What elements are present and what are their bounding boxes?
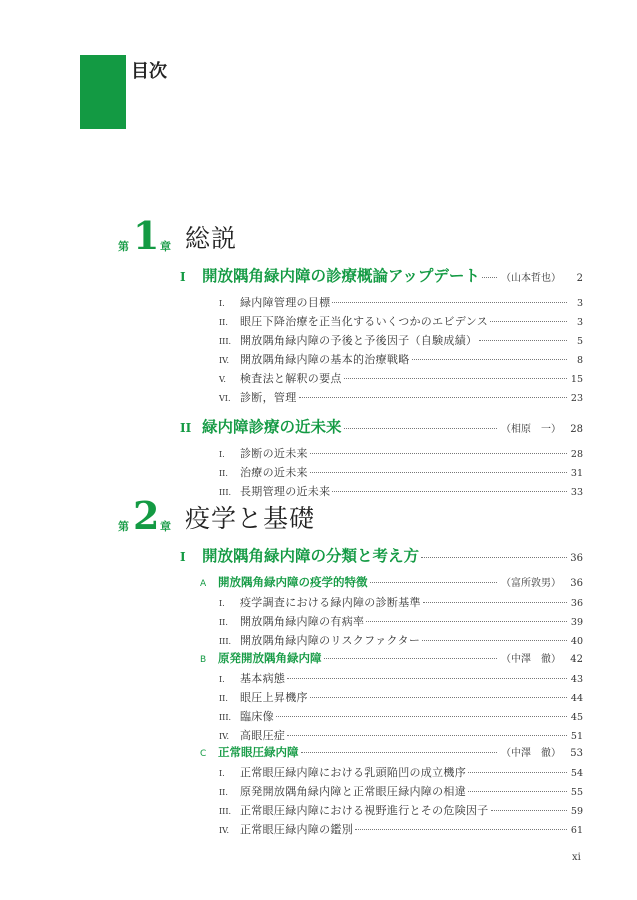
page-ref: 61 — [570, 825, 583, 836]
dot-leader — [370, 582, 498, 583]
entry-number: IV. — [219, 356, 230, 365]
entry-number: II. — [219, 318, 228, 327]
toc-subsection[interactable] — [200, 650, 583, 668]
page-ref: 55 — [570, 787, 583, 798]
page-ref: 3 — [576, 298, 583, 309]
chapter-title: 疫学と基礎 — [185, 504, 316, 533]
dot-leader — [479, 340, 567, 341]
dot-leader — [287, 735, 567, 736]
entry-title: 開放隅角緑内障のリスクファクター — [240, 634, 421, 647]
dot-leader — [324, 658, 498, 659]
chapter-number: 1 — [133, 213, 160, 258]
entry-number: I. — [219, 299, 225, 308]
dot-leader — [468, 772, 567, 773]
dot-leader — [490, 321, 567, 322]
dot-leader — [310, 697, 567, 698]
entry-title: 正常眼圧緑内障における乳頭陥凹の成立機序 — [240, 766, 466, 779]
author-name: （富所敦男） — [501, 578, 561, 589]
dot-leader — [344, 378, 567, 379]
entry-number: II. — [219, 694, 228, 703]
dot-leader — [491, 810, 567, 811]
entry-title: 原発開放隅角緑内障 — [218, 651, 322, 665]
dot-leader — [287, 678, 567, 679]
toc-item[interactable] — [219, 764, 583, 780]
entry-title: 正常眼圧緑内障の鑑別 — [240, 823, 353, 836]
dot-leader — [344, 428, 497, 429]
page-ref: 5 — [576, 336, 583, 347]
page-ref: 2 — [576, 273, 583, 284]
toc-item[interactable] — [219, 708, 583, 724]
entry-number: I — [180, 550, 186, 564]
entry-title: 開放隅角緑内障の疫学的特徴 — [218, 575, 368, 589]
dot-leader — [276, 716, 567, 717]
author-name: （相原 一） — [501, 424, 561, 435]
author-name: （山本哲也） — [501, 273, 561, 284]
toc-item[interactable] — [219, 445, 583, 461]
entry-title: 診断，管理 — [240, 391, 297, 404]
page-ref: 33 — [570, 487, 583, 498]
dot-leader — [422, 640, 567, 641]
toc-item[interactable] — [219, 370, 583, 386]
toc-item[interactable] — [219, 670, 583, 686]
page-title: 目次 — [131, 61, 167, 82]
entry-number: II. — [219, 618, 228, 627]
entry-title: 原発開放隅角緑内障と正常眼圧緑内障の相違 — [240, 785, 466, 798]
entry-title: 開放隅角緑内障の予後と予後因子（自験成績） — [240, 334, 478, 347]
toc-item[interactable] — [219, 294, 583, 310]
page-number: xi — [572, 852, 581, 863]
entry-title: 臨床像 — [240, 710, 274, 723]
entry-number: II. — [219, 469, 228, 478]
entry-number: II. — [219, 788, 228, 797]
toc-section[interactable] — [180, 544, 583, 566]
entry-title: 緑内障管理の目標 — [240, 296, 331, 309]
entry-title: 検査法と解釈の要点 — [240, 372, 342, 385]
toc-item[interactable] — [219, 594, 583, 610]
dot-leader — [332, 491, 567, 492]
entry-title: 正常眼圧緑内障における視野進行とその危険因子 — [240, 804, 489, 817]
entry-number: I — [180, 270, 186, 284]
entry-title: 眼圧上昇機序 — [240, 691, 308, 704]
toc-section[interactable] — [180, 264, 583, 286]
dot-leader — [423, 602, 567, 603]
entry-number: III. — [219, 637, 232, 646]
toc-item[interactable] — [219, 389, 583, 405]
chapter-number: 2 — [133, 493, 160, 538]
page-ref: 36 — [570, 598, 583, 609]
dot-leader — [310, 453, 567, 454]
toc-item[interactable] — [219, 464, 583, 480]
toc-item[interactable] — [219, 332, 583, 348]
toc-item[interactable] — [219, 351, 583, 367]
page-ref: 51 — [570, 731, 583, 742]
toc-item[interactable] — [219, 783, 583, 799]
dot-leader — [482, 277, 497, 278]
entry-number: II — [180, 421, 192, 435]
entry-title: 治療の近未来 — [240, 466, 308, 479]
entry-number: VI. — [219, 394, 231, 403]
dot-leader — [421, 557, 567, 558]
page-ref: 42 — [570, 654, 583, 665]
entry-title: 長期管理の近未来 — [240, 485, 331, 498]
toc-item[interactable] — [219, 613, 583, 629]
dot-leader — [412, 359, 568, 360]
entry-title: 開放隅角緑内障の分類と考え方 — [202, 547, 420, 565]
entry-number: III. — [219, 807, 232, 816]
toc-item[interactable] — [219, 632, 583, 648]
entry-title: 高眼圧症 — [240, 729, 286, 742]
entry-number: I. — [219, 450, 225, 459]
toc-subsection[interactable] — [200, 574, 583, 592]
toc-item[interactable] — [219, 727, 583, 743]
page-ref: 15 — [570, 374, 583, 385]
chapter-suffix: 章 — [160, 240, 171, 253]
entry-number: III. — [219, 337, 232, 346]
toc-item[interactable] — [219, 821, 583, 837]
page-ref: 23 — [570, 393, 583, 404]
entry-title: 基本病態 — [240, 672, 286, 685]
page-ref: 40 — [570, 636, 583, 647]
dot-leader — [332, 302, 567, 303]
page-ref: 36 — [570, 553, 583, 564]
page-ref: 43 — [570, 674, 583, 685]
chapter-heading — [110, 493, 590, 542]
dot-leader — [310, 472, 567, 473]
entry-title: 緑内障診療の近未来 — [202, 418, 342, 436]
page-ref: 45 — [570, 712, 583, 723]
entry-number: IV. — [219, 732, 230, 741]
dot-leader — [355, 829, 567, 830]
entry-number: I. — [219, 599, 225, 608]
chapter-prefix: 第 — [118, 240, 129, 253]
chapter-prefix: 第 — [118, 520, 129, 533]
toc-section[interactable] — [180, 415, 583, 437]
dot-leader — [366, 621, 567, 622]
chapter-title: 総説 — [185, 224, 238, 253]
page-ref: 8 — [576, 355, 583, 366]
entry-number: A — [200, 579, 207, 589]
page-ref: 53 — [570, 748, 583, 759]
entry-title: 眼圧下降治療を正当化するいくつかのエビデンス — [240, 315, 489, 328]
entry-number: I. — [219, 769, 225, 778]
author-name: （中澤 徹） — [501, 748, 561, 759]
entry-number: I. — [219, 675, 225, 684]
page-ref: 39 — [570, 617, 583, 628]
page-ref: 28 — [570, 449, 583, 460]
page-ref: 59 — [570, 806, 583, 817]
entry-title: 疫学調査における緑内障の診断基準 — [240, 596, 421, 609]
toc-item[interactable] — [219, 802, 583, 818]
entry-title: 正常眼圧緑内障 — [218, 745, 299, 759]
entry-number: C — [200, 749, 207, 759]
chapter-suffix: 章 — [160, 520, 171, 533]
toc-item[interactable] — [219, 483, 583, 499]
entry-title: 開放隅角緑内障の有病率 — [240, 615, 365, 628]
entry-number: III. — [219, 713, 232, 722]
entry-title: 開放隅角緑内障の診療概論アップデート — [202, 267, 480, 285]
chapter-heading — [110, 213, 590, 262]
entry-number: V. — [219, 375, 226, 384]
page-ref: 54 — [570, 768, 583, 779]
page-ref: 36 — [570, 578, 583, 589]
entry-number: III. — [219, 488, 232, 497]
entry-title: 診断の近未来 — [240, 447, 308, 460]
toc-subsection[interactable] — [200, 744, 583, 762]
entry-number: IV. — [219, 826, 230, 835]
entry-number: B — [200, 655, 207, 665]
toc-item[interactable] — [219, 689, 583, 705]
page-ref: 31 — [570, 468, 583, 479]
page-ref: 44 — [570, 693, 583, 704]
dot-leader — [468, 791, 567, 792]
page-ref: 3 — [576, 317, 583, 328]
entry-title: 開放隅角緑内障の基本的治療戦略 — [240, 353, 410, 366]
author-name: （中澤 徹） — [501, 654, 561, 665]
dot-leader — [299, 397, 568, 398]
dot-leader — [301, 752, 498, 753]
page-ref: 28 — [570, 424, 583, 435]
toc-item[interactable] — [219, 313, 583, 329]
